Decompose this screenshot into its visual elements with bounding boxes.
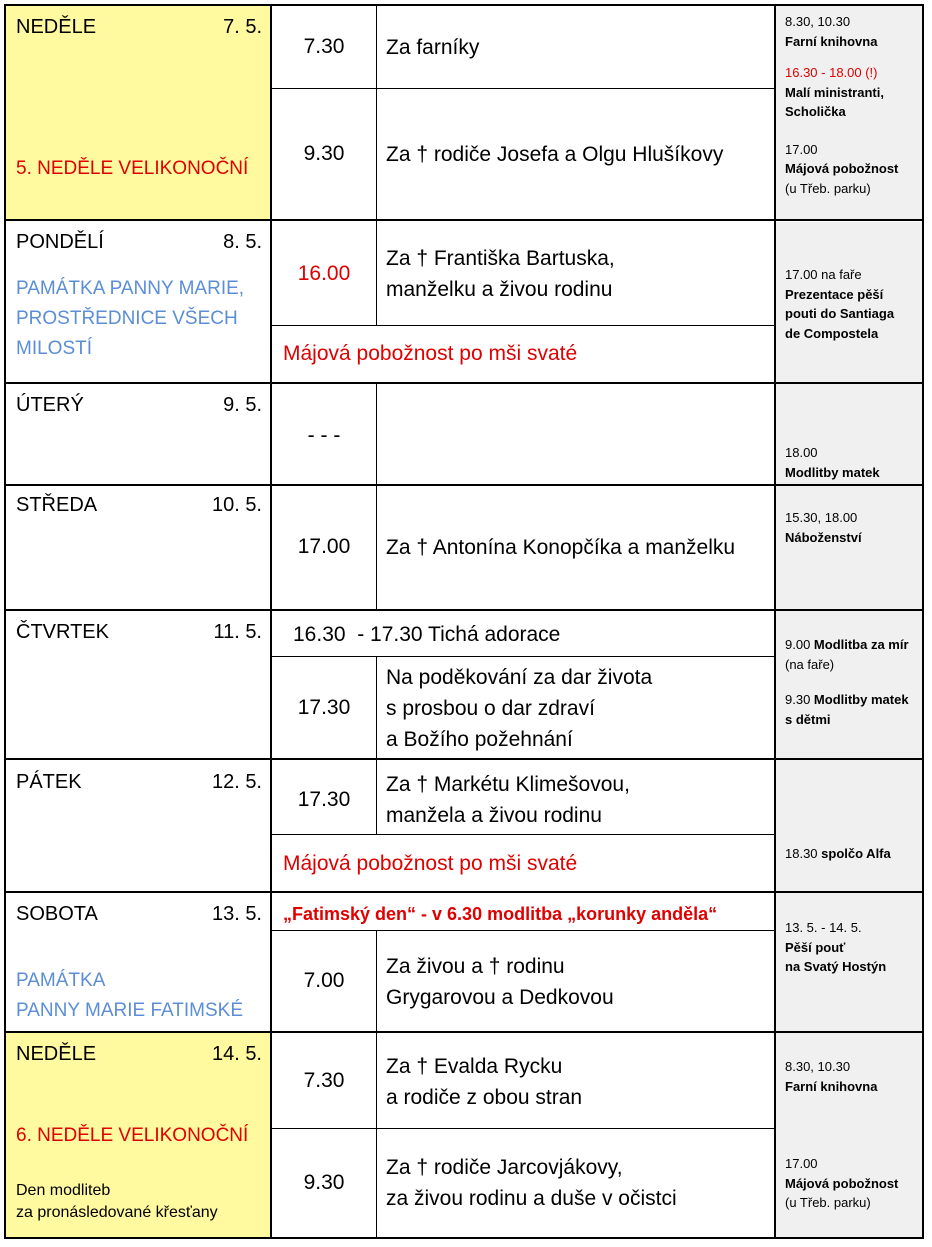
day-date: 7. 5. — [223, 16, 262, 38]
side-events: 17.00 na faře Prezentace pěší pouti do Santiaga de Compostela — [785, 267, 895, 341]
mass-time: 7.30 — [303, 35, 345, 58]
mass-time: 9.30 — [303, 142, 345, 165]
may-devotion-note: Májová pobožnost po mši svaté — [283, 852, 578, 875]
day-date: 9. 5. — [223, 394, 262, 416]
mass-time: 17.00 — [297, 535, 351, 558]
side-events: 15.30, 18.00 Náboženství — [785, 510, 862, 545]
mass-time: 7.30 — [303, 1069, 345, 1092]
mass-intention: Za † rodiče Jarcovjákovy, za živou rodinu a duše v očistci — [386, 1156, 677, 1210]
day-date: 8. 5. — [223, 231, 262, 253]
side-column-bg-6 — [776, 760, 922, 891]
mass-intention: Za † rodiče Josefa a Olgu Hlušíkovy — [386, 143, 724, 166]
prayer-day-note: Den modliteb za pronásledované křesťany — [16, 1182, 218, 1221]
day-name: NEDĚLE — [16, 16, 97, 38]
mass-time: 16.00 — [297, 262, 351, 285]
side-events: 9.00 Modlitba za mír (na faře) 9.30 Modlitby matek s dětmi — [785, 637, 909, 727]
day-date: 10. 5. — [211, 494, 262, 516]
feast-title: 6. NEDĚLE VELIKONOČNÍ — [16, 1125, 249, 1146]
feast-title: 5. NEDĚLE VELIKONOČNÍ — [16, 158, 249, 179]
adoration-note: 16.30 - 17.30 Tichá adorace — [293, 623, 561, 646]
side-events: 18.30 spolčo Alfa — [785, 846, 891, 861]
mass-time: - - - — [307, 424, 341, 447]
day-date: 14. 5. — [211, 1043, 262, 1065]
day-date: 11. 5. — [213, 621, 262, 643]
mass-intention: Za † Antonína Konopčíka a manželku — [386, 536, 736, 559]
mass-intention: Za farníky — [386, 36, 480, 59]
mass-time: 9.30 — [303, 1171, 345, 1194]
fatima-day-banner: „Fatimský den“ - v 6.30 modlitba „korunky anděla“ — [283, 904, 718, 924]
day-name: PONDĚLÍ — [16, 231, 104, 253]
day-name: ÚTERÝ — [16, 394, 84, 416]
day-name: SOBOTA — [16, 903, 98, 925]
mass-intention: Za živou a † rodinu Grygarovou a Dedkovou — [386, 955, 614, 1009]
side-events: 8.30, 10.30 Farní knihovna 16.30 - 18.00 (!) Malí ministranti, Scholička 17.00 Májová pobožnost (u Třeb. parku) — [785, 14, 899, 196]
mass-intention: Za † Evalda Rycku a rodiče z obou stran — [386, 1055, 583, 1109]
day-date: 12. 5. — [211, 771, 262, 793]
may-devotion-note: Májová pobožnost po mši svaté — [283, 342, 578, 365]
day-name: STŘEDA — [16, 494, 98, 516]
day-name: ČTVRTEK — [16, 621, 109, 643]
side-events: 13. 5. - 14. 5. Pěší pouť na Svatý Hostýn — [785, 920, 887, 974]
day-name: PÁTEK — [16, 771, 82, 793]
feast-title: PAMÁTKA PANNY MARIE FATIMSKÉ — [16, 970, 243, 1021]
mass-intention: Na poděkování za dar života s prosbou o dar zdraví a Božího požehnání — [386, 666, 653, 751]
mass-time: 17.30 — [297, 696, 351, 719]
day-name: NEDĚLE — [16, 1043, 97, 1065]
side-events: 8.30, 10.30 Farní knihovna 17.00 Májová pobožnost (u Třeb. parku) — [785, 1059, 899, 1210]
mass-intention: Za † Markétu Klimešovou, manžela a živou rodinu — [386, 773, 630, 827]
mass-time: 17.30 — [297, 788, 351, 811]
mass-time: 7.00 — [303, 969, 345, 992]
day-date: 13. 5. — [211, 903, 262, 925]
side-events: 18.00 Modlitby matek — [785, 445, 880, 480]
feast-title: PAMÁTKA PANNY MARIE, PROSTŘEDNICE VŠECH MILOSTÍ — [16, 278, 245, 359]
side-column-bg-4 — [776, 486, 922, 609]
mass-intention: Za † Františka Bartuska, manželku a živou rodinu — [386, 247, 615, 301]
